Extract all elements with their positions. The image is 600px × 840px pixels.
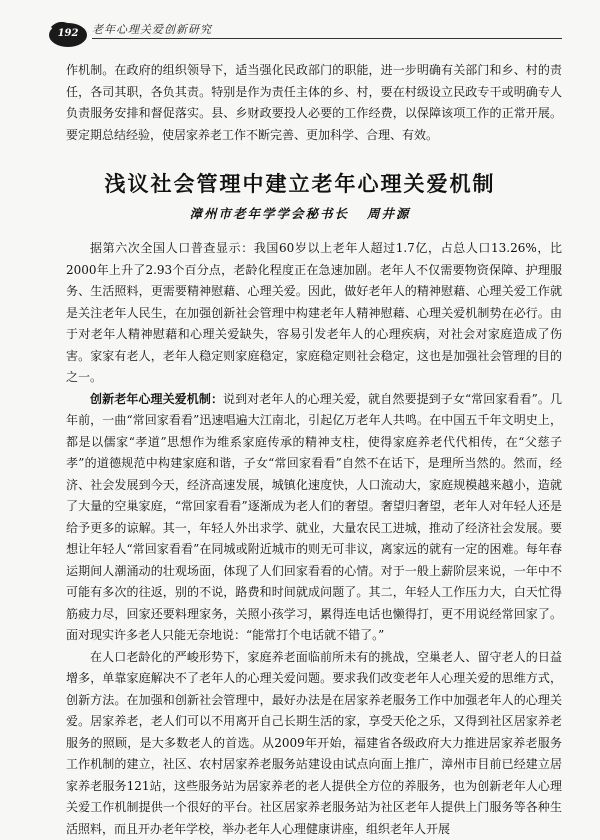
header-divider: [92, 38, 562, 39]
author-line: [0, 204, 600, 222]
paragraph-1-text: 据第六次全国人口普查显示：我国60岁以上老年人超过1.7亿，占总人口13.26%，比2000年上升了2.93个百分点，老龄化程度正在急速加剧。老年人不仅需要物资保障、护理服务、生活照料，更需要精神慰藉、心理关爱。因此，做好老年人的精神慰藉、心理关爱工作就是关注老年人民生，在加强创新社会管理中构建老年人精神慰藉、心理关爱机制势在必行。由于对老年人精神慰藉和心理关爱缺失，容易引发老年人的心理疾病，对社会对家庭造成了伤害。家家有老人，老年人稳定则家庭稳定，家庭稳定则社会稳定，这也是加强社会管理的目的之一。: [66, 241, 562, 384]
article-body: [66, 238, 562, 840]
paragraph-2-text: 说到对老年人的心理关爱，就自然要提到子女“常回家看看”。几年前，一曲“常回家看看”迅速唱遍大江南北，引起亿万老年人共鸣。在中国五千年文明史上，都是以儒家“孝道”思想作为维系家庭传承的精神支柱，使得家庭养老代代相传，在“父慈子孝”的道德规范中构建家庭和谐，子女“常回家看看”自然不在话下，是理所当然的。然而，经济、社会发展到今天，经济高速发展，城镇化速度快，人口流动大，家庭规模越来越小，造就了大量的空巢家庭，“常回家看看”逐渐成为老人们的奢望。奢望归奢望，老年人对年轻人还是给予更多的谅解。其一，年轻人外出求学、就业，大量农民工进城，推动了经济社会发展。要想让年轻人“常回家看看”在同城或附近城市的则无可非议，离家远的就有一定的困难。每年春运期间人潮涌动的壮观场面，体现了人们回家看看的心情。对于一般上薪阶层来说，一年中不可能有多次的往返，别的不说，路费和时间就成问题了。其二，年轻人工作压力大，白天忙得筋疲力尽，回家还要料理家务，关照小孩学习，累得连电话也懒得打，更不用说经常回家了。面对现实许多老人只能无奈地说：“能常打个电话就不错了。”: [66, 392, 562, 643]
body-paragraph-1: [66, 238, 562, 389]
paragraph-3-text: 在人口老龄化的严峻形势下，家庭养老面临前所未有的挑战，空巢老人、留守老人的日益增多，单靠家庭解决不了老年人的心理关爱问题。要求我们改变老年人心理关爱的思维方式，创新方法。在加强和创新社会管理中，最好办法是在居家养老服务工作中加强老年人的心理关爱。居家养老，老人们可以不用离开自己长期生活的家，享受天伦之乐，又得到社区居家养老服务的照顾，是大多数老人的首选。从2009年开始，福建省各级政府大力推进居家养老服务工作机制的建立，社区、农村居家养老服务站建设由试点向面上推广，漳州市目前已经建立居家养老服务121站，这些服务站为居家养老的老人提供全方位的养服务，也为创新老年人心理关爱工作机制提供一个很好的平台。社区居家养老服务站为社区老年人提供上门服务等各种生活照料，而且开办老年学校，举办老年人心理健康讲座，组织老年人开展: [66, 650, 562, 836]
body-paragraph-2: [66, 389, 562, 647]
page-number: 192: [48, 28, 88, 39]
previous-article-paragraph: 作机制。在政府的组织领导下，适当强化民政部门的职能，进一步明确有关部门和乡、村的责任，各司其职，各负其责。特别是作为责任主体的乡、村，要在村级设立民政专干或明确专人负责服务安排和督促落实。县、乡财政要投人必要的工作经费，以保障该项工作的正常开展。要定期总结经验，使居家养老工作不断完善、更加科学、合理、有效。: [66, 60, 562, 146]
article-title: 浅议社会管理中建立老年心理关爱机制: [0, 168, 600, 198]
journal-title: 老年心理关爱创新研究: [92, 21, 212, 37]
page-header: [0, 0, 600, 52]
previous-article-ending: [66, 60, 562, 146]
author-affiliation: 漳州市老年学学会秘书长: [189, 206, 349, 221]
paragraph-2-lead: 创新老年心理关爱机制：: [90, 392, 223, 406]
author-name: 周井源: [367, 206, 411, 221]
body-paragraph-3: [66, 647, 562, 840]
